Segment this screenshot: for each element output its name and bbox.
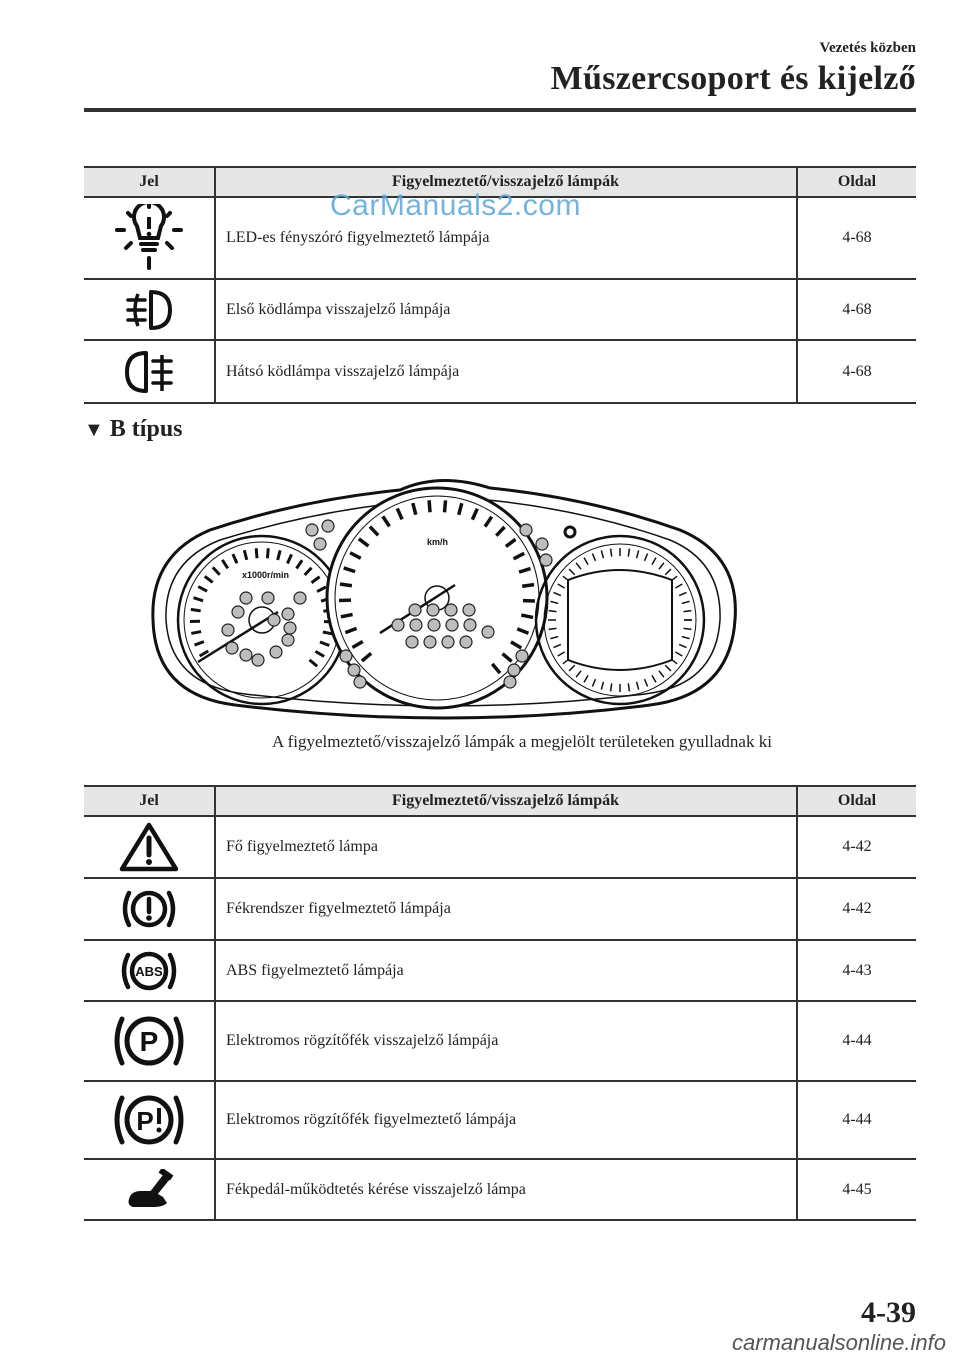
row-page: 4-45 — [797, 1159, 916, 1220]
table-row — [84, 340, 916, 403]
gauge-tick — [312, 577, 320, 583]
row-page: 4-42 — [797, 816, 916, 878]
gauge-tick — [683, 611, 691, 612]
indicator-lamp — [262, 592, 274, 604]
indicator-lamp — [464, 619, 476, 631]
indicator-lamp — [482, 626, 494, 638]
indicator-lamp — [406, 636, 418, 648]
gauge-tick — [550, 601, 558, 603]
tachometer-gauge — [178, 536, 346, 704]
gauge-tick — [558, 652, 565, 656]
gauge-tick — [679, 644, 686, 647]
row-description: Első ködlámpa visszajelző lámpája — [215, 279, 797, 340]
gauge-tick — [558, 584, 565, 588]
row-description: Hátsó ködlámpa visszajelző lámpája — [215, 340, 797, 403]
indicator-lamp — [536, 538, 548, 550]
indicator-lamp — [463, 604, 475, 616]
speedometer-unit-label: km/h — [427, 537, 449, 547]
col-header-description: Figyelmeztető/visszajelző lámpák — [215, 786, 797, 816]
abs-warning-icon — [117, 947, 181, 995]
gauge-tick — [549, 628, 557, 629]
row-description: Fékrendszer figyelmeztető lámpája — [215, 878, 797, 940]
gauge-tick — [194, 598, 204, 601]
indicator-lamp — [294, 592, 306, 604]
gauge-tick — [317, 587, 326, 592]
indicator-lamp — [460, 636, 472, 648]
gauge-tick — [592, 553, 595, 560]
table-row — [84, 1159, 916, 1220]
section-heading-text: B típus — [109, 416, 183, 442]
row-page: 4-43 — [797, 940, 916, 1001]
gauge-tick — [205, 576, 213, 582]
gauge-tick — [267, 548, 268, 558]
gauge-tick — [665, 665, 671, 671]
indicator-lamp — [446, 619, 458, 631]
row-page: 4-68 — [797, 279, 916, 340]
brake-system-warning-icon — [119, 885, 179, 933]
table-row — [84, 816, 916, 878]
indicator-lamp — [240, 649, 252, 661]
gauge-tick — [297, 560, 303, 568]
indicator-lamp — [340, 650, 352, 662]
gauge-tick — [659, 671, 664, 677]
indicator-lamp — [428, 619, 440, 631]
gauge-tick — [340, 584, 352, 586]
gauge-tick — [592, 679, 595, 686]
indicator-lamp — [442, 636, 454, 648]
gauge-tick — [637, 550, 639, 558]
indicator-lamp — [424, 636, 436, 648]
gauge-tick — [652, 675, 656, 682]
svg-text:ABS: ABS — [135, 963, 163, 979]
indicator-lamp — [322, 520, 334, 532]
row-page: 4-44 — [797, 1001, 916, 1081]
indicator-lamp — [516, 650, 528, 662]
gauge-tick — [601, 550, 603, 558]
gauge-tick — [213, 567, 220, 574]
gauge-tick — [315, 651, 324, 656]
gauge-tick — [287, 554, 291, 563]
gauge-tick — [198, 587, 207, 592]
indicator-lamp — [409, 604, 421, 616]
indicator-lamp — [504, 676, 516, 688]
indicator-lamp — [268, 614, 280, 626]
front-fog-light-icon — [124, 288, 174, 332]
brake-pedal-request-icon — [123, 1169, 175, 1211]
section-heading — [84, 416, 183, 443]
gauge-tick — [569, 665, 575, 671]
gauge-tick — [659, 563, 664, 569]
col-header-symbol: Jel — [84, 167, 215, 197]
table-header-row — [84, 786, 916, 816]
table-row — [84, 279, 916, 340]
row-description: Fékpedál-működtetés kérése visszajelző lámpa — [215, 1159, 797, 1220]
gauge-tick — [682, 637, 690, 639]
indicator-lamp — [445, 604, 457, 616]
gauge-tick — [553, 644, 560, 647]
gauge-tick — [644, 553, 647, 560]
gauge-tick — [601, 682, 603, 690]
indicator-lamp — [520, 524, 532, 536]
gauge-tick — [644, 679, 647, 686]
table-row — [84, 878, 916, 940]
indicator-lamp — [354, 676, 366, 688]
col-header-page: Oldal — [797, 167, 916, 197]
electric-parking-brake-warning-icon — [109, 1088, 189, 1152]
gauge-tick — [244, 550, 246, 560]
table-row — [84, 1001, 916, 1081]
gauge-tick — [309, 660, 317, 666]
indicator-lamp — [282, 608, 294, 620]
row-page: 4-44 — [797, 1081, 916, 1159]
gauge-tick — [637, 682, 639, 690]
gauge-tick — [665, 569, 671, 575]
gauge-tick — [256, 548, 257, 558]
indicator-lamp — [226, 642, 238, 654]
indicator-lamp — [222, 624, 234, 636]
gauge-tick — [611, 549, 612, 557]
rear-fog-light-icon — [123, 349, 175, 395]
tachometer-unit-label: x1000r/min — [242, 570, 290, 580]
col-header-symbol: Jel — [84, 786, 215, 816]
gauge-tick — [584, 675, 588, 682]
watermark-text: CarManuals2.com — [330, 189, 581, 222]
gauge-tick — [683, 628, 691, 629]
indicator-lamp — [284, 622, 296, 634]
gauge-tick — [444, 500, 445, 512]
gauge-tick — [679, 592, 686, 595]
indicator-lamp — [508, 664, 520, 676]
gauge-tick — [278, 550, 281, 560]
row-description: Elektromos rögzítőfék visszajelző lámpája — [215, 1001, 797, 1081]
col-header-description: Figyelmeztető/visszajelző lámpák — [215, 167, 797, 197]
gauge-tick — [341, 615, 353, 617]
indicator-lamp — [410, 619, 422, 631]
indicator-lamp — [314, 538, 326, 550]
row-page: 4-68 — [797, 197, 916, 279]
gauge-tick — [320, 642, 329, 646]
svg-text:P: P — [136, 1106, 154, 1136]
gauge-tick — [233, 554, 237, 563]
gauge-tick — [549, 611, 557, 612]
gauge-tick — [569, 569, 575, 575]
row-page: 4-42 — [797, 878, 916, 940]
gauge-tick — [191, 609, 201, 610]
gauge-tick — [652, 558, 656, 565]
indicator-lamp — [392, 619, 404, 631]
indicator-lamp — [306, 524, 318, 536]
figure-caption: A figyelmeztető/visszajelző lámpák a megjelölt területeken gyulladnak ki — [272, 732, 772, 751]
row-page: 4-68 — [797, 340, 916, 403]
gauge-tick — [522, 585, 534, 587]
display-gauge — [536, 527, 704, 704]
row-description: LED-es fényszóró figyelmeztető lámpája — [215, 197, 797, 279]
gauge-tick — [550, 637, 558, 639]
gauge-tick — [576, 671, 581, 677]
electric-parking-brake-indicator-icon — [109, 1009, 189, 1073]
gauge-tick — [675, 652, 682, 656]
master-warning-icon — [118, 821, 180, 873]
row-description: ABS figyelmeztető lámpája — [215, 940, 797, 1001]
indicator-lamp — [348, 664, 360, 676]
indicator-lamp — [282, 634, 294, 646]
gauge-tick — [628, 683, 629, 691]
instrument-cluster-diagram — [150, 470, 740, 725]
warning-lights-table-b — [84, 785, 916, 1221]
indicator-lamp — [252, 654, 264, 666]
gauge-tick — [191, 632, 201, 634]
gauge-tick — [521, 615, 533, 617]
source-watermark: carmanualsonline.info — [731, 1330, 946, 1355]
indicator-lamp — [240, 592, 252, 604]
gauge-tick — [682, 601, 690, 603]
page-number: 4-39 — [861, 1296, 916, 1329]
led-headlight-warning-icon — [114, 204, 184, 272]
gauge-tick — [222, 560, 228, 568]
title-divider — [84, 108, 916, 112]
gauge-tick — [305, 568, 312, 575]
gauge-tick — [195, 642, 204, 645]
indicator-lamp — [540, 554, 552, 566]
gauge-tick — [429, 500, 430, 512]
table-row — [84, 1081, 916, 1159]
table-row — [84, 940, 916, 1001]
gauge-tick — [611, 683, 612, 691]
gauge-tick — [576, 563, 581, 569]
page-title: Műszercsoport és kijelző — [550, 60, 916, 97]
row-description: Elektromos rögzítőfék figyelmeztető lámpája — [215, 1081, 797, 1159]
section-label: Vezetés közben — [819, 40, 916, 56]
row-description: Fő figyelmeztető lámpa — [215, 816, 797, 878]
gauge-tick — [675, 584, 682, 588]
indicator-lamp — [270, 646, 282, 658]
triangle-marker-icon: ▼ — [84, 419, 104, 441]
indicator-lamp — [427, 604, 439, 616]
col-header-page: Oldal — [797, 786, 916, 816]
gauge-tick — [553, 592, 560, 595]
gauge-tick — [628, 549, 629, 557]
gauge-tick — [584, 558, 588, 565]
indicator-lamp — [232, 606, 244, 618]
svg-text:P: P — [139, 1026, 159, 1057]
